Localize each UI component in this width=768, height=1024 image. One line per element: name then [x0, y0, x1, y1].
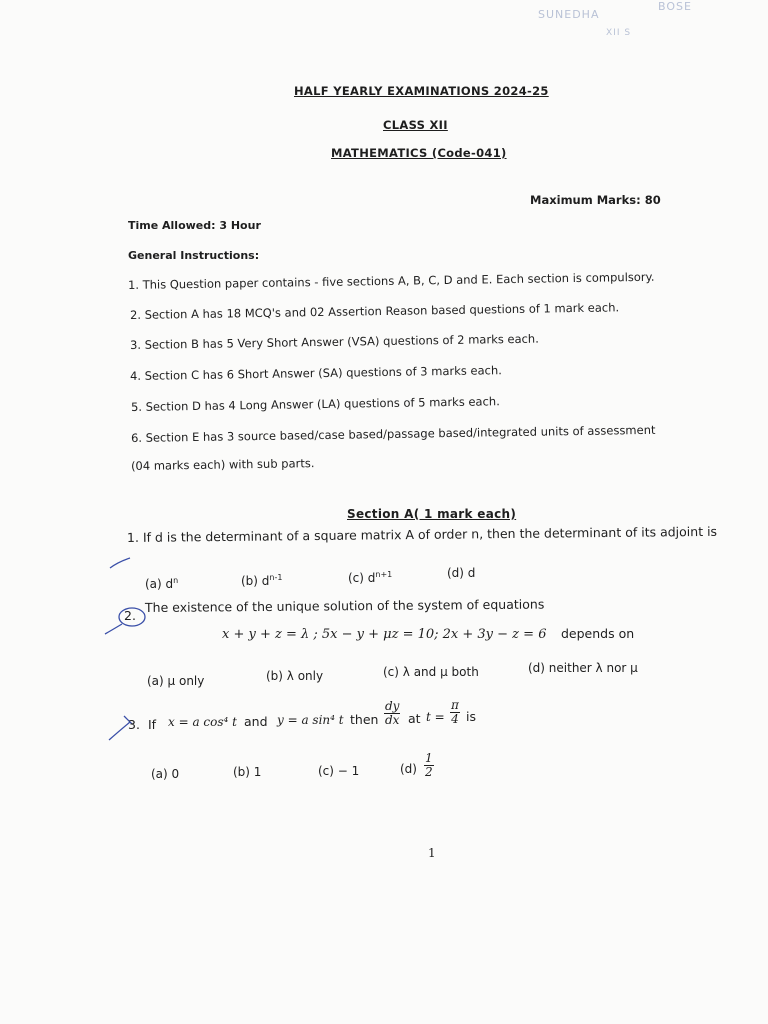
max-marks: Maximum Marks: 80	[530, 193, 661, 207]
q1-option-d: (d) d	[447, 566, 476, 580]
instruction-3: 3. Section B has 5 Very Short Answer (VSA) questions of 2 marks each.	[129, 331, 539, 352]
q3-at: at	[408, 711, 421, 726]
question-3-number: 3.	[128, 717, 140, 732]
question-3-prefix: If	[148, 717, 157, 732]
q3-t-equals: t =	[426, 710, 445, 724]
section-a-heading: Section A( 1 mark each)	[347, 507, 517, 521]
q3-is: is	[466, 709, 476, 724]
q2-option-a: (a) μ only	[147, 674, 205, 688]
question-2-text: The existence of the unique solution of the system of equations	[144, 596, 545, 615]
instruction-5: 5. Section D has 4 Long Answer (LA) questions of 5 marks each.	[130, 394, 500, 414]
time-allowed: Time Allowed: 3 Hour	[128, 219, 261, 232]
q2-option-d: (d) neither λ nor μ	[528, 661, 638, 675]
handwritten-surname: BOSE	[658, 0, 692, 13]
q3-x-expression: x = a cos⁴ t	[168, 715, 237, 729]
q3-option-d: (d)	[400, 762, 417, 776]
instruction-6-cont: (04 marks each) with sub parts.	[130, 456, 315, 473]
q1-option-b: (b) $d^{n-1}$	[241, 573, 283, 588]
q3-option-a: (a) 0	[151, 767, 180, 781]
q3-option-c: (c) − 1	[318, 764, 360, 778]
q3-and: and	[244, 714, 268, 729]
q2-equations: x + y + z = λ ; 5x − y + μz = 10; 2x + 3y − z = 6	[222, 627, 547, 642]
instruction-1: 1. This Question paper contains - five sections A, B, C, D and E. Each section is compulsory.	[127, 269, 655, 292]
handwritten-section: XII S	[606, 28, 632, 38]
instruction-2: 2. Section A has 18 MCQ's and 02 Assertion Reason based questions of 1 mark each.	[129, 300, 620, 322]
question-2-number: 2.	[124, 608, 136, 623]
class-title: CLASS XII	[383, 118, 448, 132]
handwritten-name: SUNEDHA	[538, 8, 600, 21]
instructions-heading: General Instructions:	[128, 249, 260, 262]
question-1-text: 1. If d is the determinant of a square matrix A of order n, then the determinant of its adjoint is	[126, 523, 718, 545]
pen-tick-mark-q3	[106, 712, 146, 746]
subject-title: MATHEMATICS (Code-041)	[331, 146, 507, 160]
q1-option-a: (a) $d^n$	[145, 576, 179, 591]
q1-option-c: (c) $d^{n+1}$	[348, 570, 393, 585]
q2-depends-on: depends on	[561, 626, 635, 641]
q3-option-d-fraction: $\frac{1}{2}$	[425, 751, 433, 779]
page-number: 1	[428, 846, 436, 860]
q3-pi-over-4: $\frac{\pi}{4}$	[451, 698, 459, 726]
q2-option-b: (b) λ only	[266, 669, 324, 683]
exam-title: HALF YEARLY EXAMINATIONS 2024-25	[294, 84, 549, 98]
q3-then: then	[350, 712, 379, 727]
instruction-6: 6. Section E has 3 source based/case based/passage based/integrated units of assessment	[130, 422, 656, 445]
pen-tick-mark	[108, 554, 138, 574]
q3-y-expression: y = a sin⁴ t	[277, 713, 344, 727]
q3-derivative-fraction: $\frac{dy}{dx}$	[385, 699, 400, 727]
instruction-4: 4. Section C has 6 Short Answer (SA) questions of 3 marks each.	[129, 363, 502, 383]
q2-option-c: (c) λ and μ both	[383, 665, 479, 679]
q3-option-b: (b) 1	[233, 765, 262, 779]
